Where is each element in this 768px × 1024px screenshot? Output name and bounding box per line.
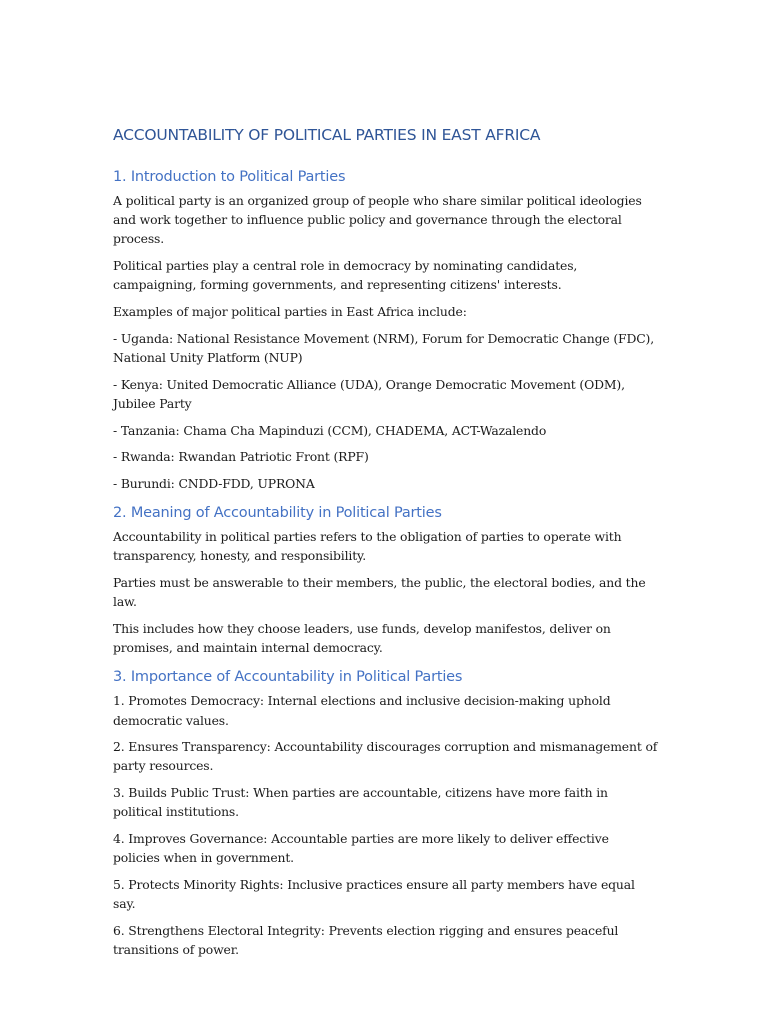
- paragraph: Examples of major political parties in East Africa include:: [113, 304, 467, 320]
- paragraph: This includes how they choose leaders, use funds, develop manifestos, deliver on promises, and maintain internal democracy.: [113, 620, 611, 656]
- section-heading: 2. Meaning of Accountability in Political Parties: [113, 505, 442, 522]
- document-title: ACCOUNTABILITY OF POLITICAL PARTIES IN EAST AFRICA: [113, 126, 541, 144]
- paragraph: Political parties play a central role in democracy by nominating candidates, campaigning, forming governments, and representing citizens' interests.: [113, 258, 578, 293]
- list-item: 4. Improves Governance: Accountable parties are more likely to deliver effective policies when in government.: [113, 831, 609, 866]
- section-heading: 3. Importance of Accountability in Political Parties: [113, 669, 463, 686]
- paragraph: A political party is an organized group of people who share similar political ideologies and work together to influence public policy and governance through the electoral process.: [113, 193, 642, 247]
- list-item: 3. Builds Public Trust: When parties are accountable, citizens have more faith in political institutions.: [113, 785, 608, 820]
- list-item-tanzania: - Tanzania: Chama Cha Mapinduzi (CCM), CHADEMA, ACT-Wazalendo: [113, 422, 547, 438]
- paragraph: Parties must be answerable to their members, the public, the electoral bodies, and the law.: [113, 575, 646, 610]
- paragraph: Accountability in political parties refers to the obligation of parties to operate with transparency, honesty, and responsibility.: [113, 529, 622, 564]
- list-item: 5. Protects Minority Rights: Inclusive practices ensure all party members have equal say.: [113, 876, 635, 912]
- section-importance: [113, 666, 658, 959]
- list-item: 1. Promotes Democracy: Internal elections and inclusive decision-making uphold democratic values.: [113, 693, 611, 728]
- list-item-uganda: - Uganda: National Resistance Movement (NRM), Forum for Democratic Change (FDC), National Unity Platform (NUP): [113, 330, 655, 365]
- section-meaning: [113, 502, 658, 657]
- document-page: [113, 123, 658, 968]
- list-item: 2. Ensures Transparency: Accountability discourages corruption and mismanagement of party resources.: [113, 739, 658, 774]
- section-introduction: [113, 166, 658, 493]
- list-item: 6. Strengthens Electoral Integrity: Prevents election rigging and ensures peaceful transitions of power.: [113, 922, 619, 958]
- list-item-rwanda: - Rwanda: Rwandan Patriotic Front (RPF): [113, 449, 369, 465]
- list-item-burundi: - Burundi: CNDD-FDD, UPRONA: [113, 475, 315, 491]
- section-heading: 1. Introduction to Political Parties: [113, 169, 346, 185]
- list-item-kenya: - Kenya: United Democratic Alliance (UDA), Orange Democratic Movement (ODM), Jubilee Party: [113, 376, 625, 411]
